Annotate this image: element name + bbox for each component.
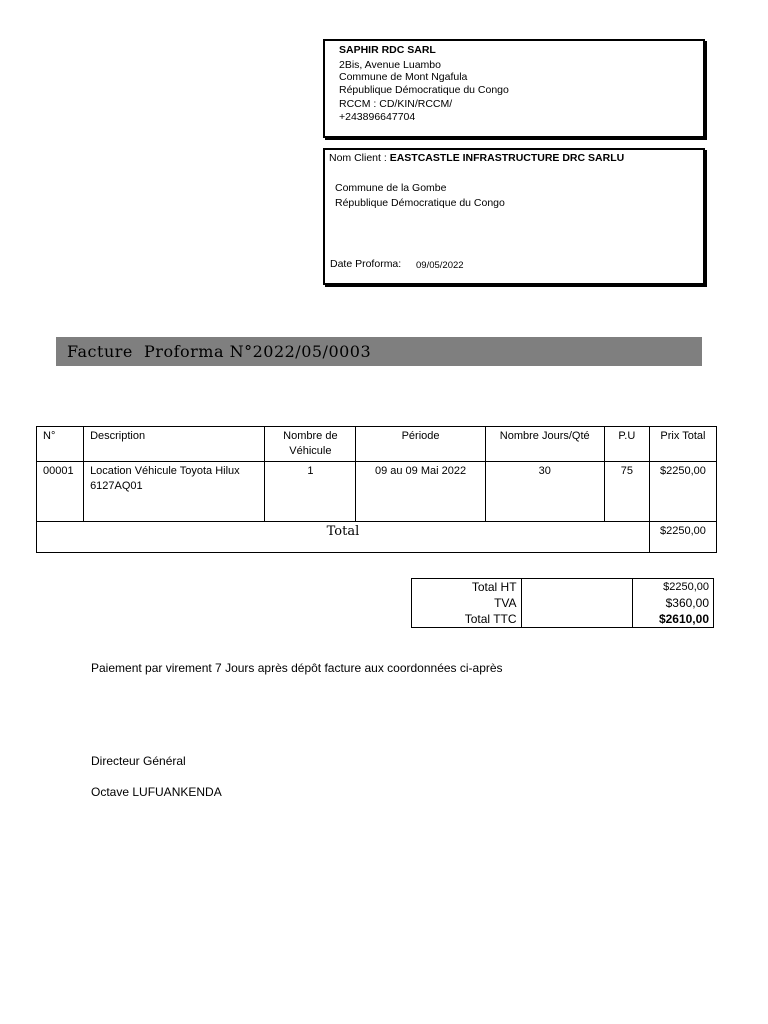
invoice-title: Facture Proforma N°2022/05/0003 (67, 342, 372, 361)
total-ht-label: Total HT (412, 579, 522, 596)
header-number: N° (37, 427, 84, 462)
table-header-row (37, 427, 717, 462)
header-total-price: Prix Total (649, 427, 716, 462)
payment-terms: Paiement par virement 7 Jours après dépôt facture aux coordonnées ci-après (91, 661, 503, 675)
client-country: République Démocratique du Congo (335, 197, 505, 209)
tva-label: TVA (412, 595, 522, 611)
client-name: EASTCASTLE INFRASTRUCTURE DRC SARLU (389, 152, 625, 164)
total-ttc-value: $2610,00 (633, 611, 714, 628)
client-name-line (329, 152, 624, 164)
items-table (36, 426, 717, 553)
cell-days-qty: 30 (485, 462, 604, 522)
supplier-address-line2: Commune de Mont Ngafula (339, 71, 468, 83)
header-period: Période (356, 427, 485, 462)
supplier-phone: +243896647704 (339, 111, 416, 123)
proforma-date-label: Date Proforma: (330, 258, 402, 270)
cell-description: Location Véhicule Toyota Hilux 6127AQ01 (84, 462, 265, 522)
client-label: Nom Client : (329, 152, 390, 164)
supplier-rccm: RCCM : CD/KIN/RCCM/ (339, 98, 453, 110)
total-ht-row (412, 579, 714, 596)
header-days-qty: Nombre Jours/Qté (485, 427, 604, 462)
signatory-role: Directeur Général (91, 754, 186, 768)
header-unit-price: P.U (604, 427, 649, 462)
cell-period: 09 au 09 Mai 2022 (356, 462, 485, 522)
total-value: $2250,00 (649, 522, 716, 553)
header-description: Description (84, 427, 265, 462)
table-row (37, 462, 717, 522)
client-box (323, 148, 705, 285)
cell-vehicle-count: 1 (265, 462, 356, 522)
tva-row (412, 595, 714, 611)
proforma-date: 09/05/2022 (416, 260, 464, 271)
total-ttc-label: Total TTC (412, 611, 522, 628)
cell-unit-price: 75 (604, 462, 649, 522)
totals-spacer (521, 595, 633, 611)
cell-total-price: $2250,00 (649, 462, 716, 522)
invoice-title-bar (56, 337, 702, 366)
supplier-country: République Démocratique du Congo (339, 84, 509, 96)
total-ttc-row (412, 611, 714, 628)
supplier-name: SAPHIR RDC SARL (339, 44, 436, 56)
tva-value: $360,00 (633, 595, 714, 611)
client-address: Commune de la Gombe (335, 182, 447, 194)
total-label: Total (37, 522, 650, 553)
totals-spacer (521, 579, 633, 596)
cell-number: 00001 (37, 462, 84, 522)
supplier-box (323, 39, 705, 138)
header-vehicle-count: Nombre de Véhicule (265, 427, 356, 462)
signatory-name: Octave LUFUANKENDA (91, 785, 222, 799)
totals-table (411, 578, 714, 628)
total-ht-value: $2250,00 (633, 579, 714, 596)
table-total-row (37, 522, 717, 553)
supplier-address-line1: 2Bis, Avenue Luambo (339, 59, 441, 71)
totals-spacer (521, 611, 633, 628)
